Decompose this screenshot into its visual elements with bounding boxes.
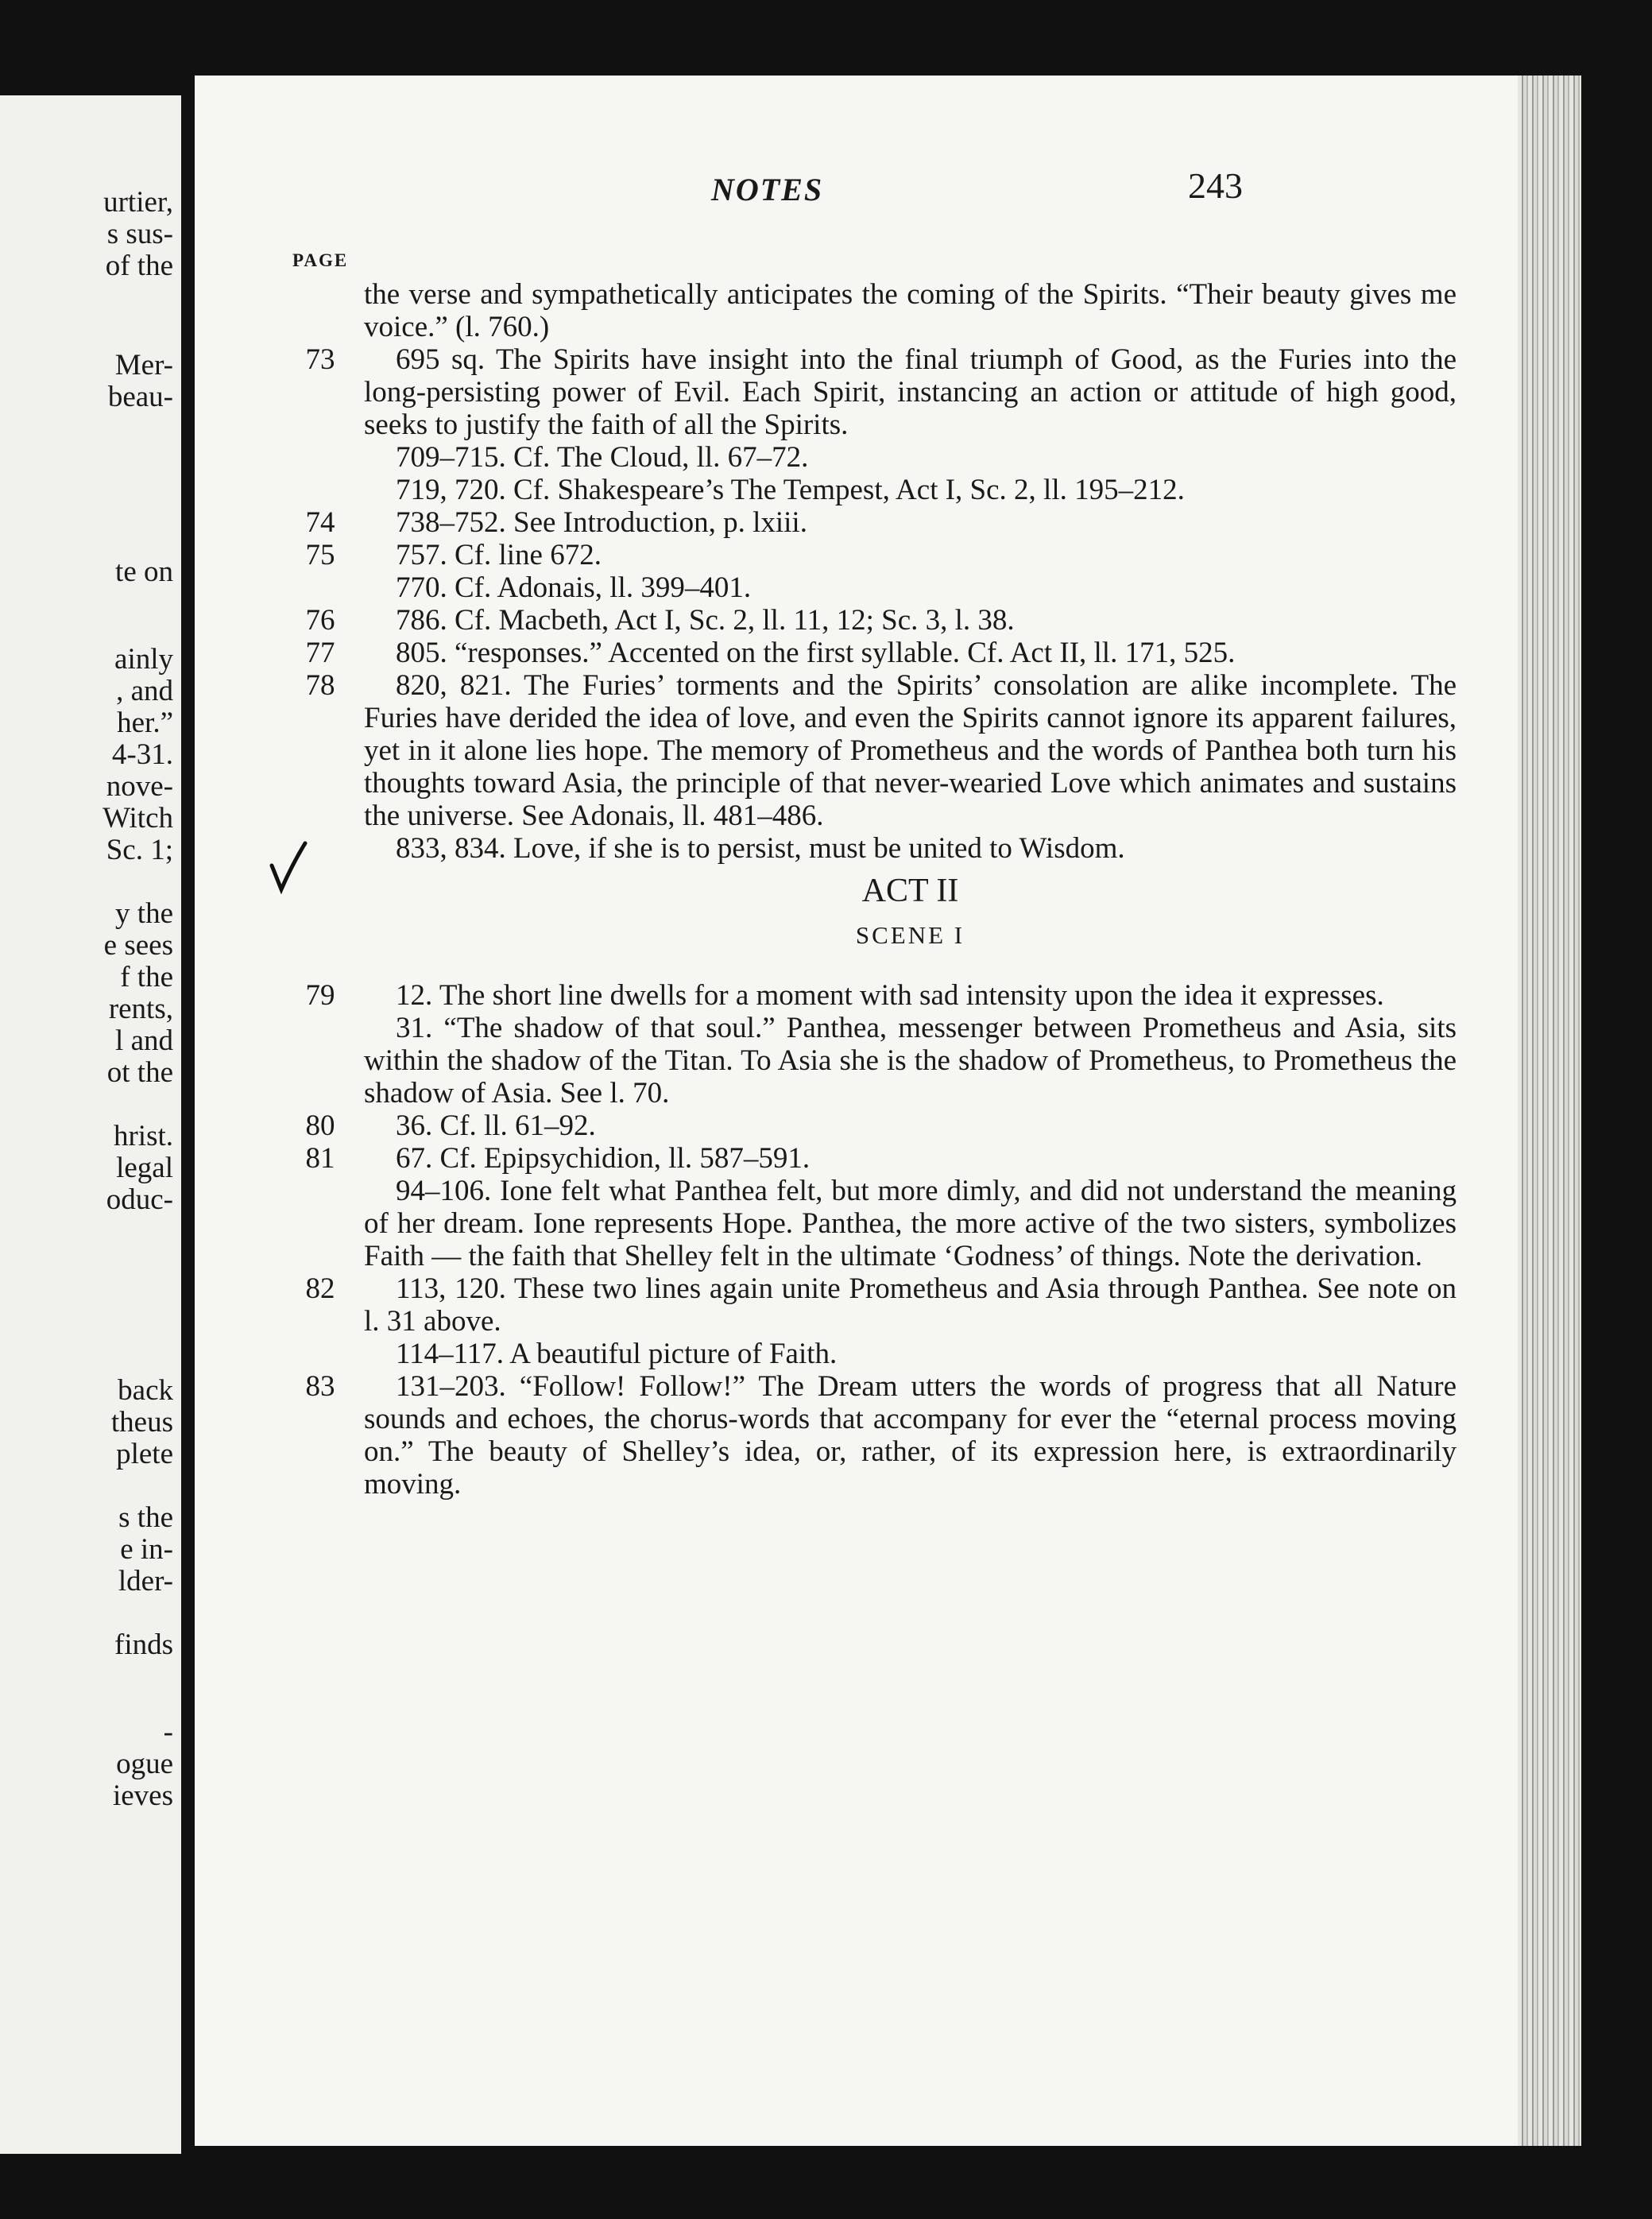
note-page-ref: 74: [305, 506, 335, 539]
note-entry: [296, 979, 1457, 1012]
note-entry: [296, 474, 1457, 506]
note-text: 113, 120. These two lines again unite Prometheus and Asia through Panthea. See note on l. 31 above.: [364, 1272, 1457, 1338]
note-text: 94–106. Ione felt what Panthea felt, but more dimly, and did not understand the meaning of her dream. Ione represents Hope. Panthea, the more active of the two sisters, symbolizes Faith — the faith that Shelley felt in the ultimate ‘Godness’ of things. Note the derivation.: [364, 1175, 1457, 1272]
facing-page-text-fragment: -: [163, 1716, 173, 1748]
notes-section-act-i: [296, 278, 1457, 865]
note-text: 709–715. Cf. The Cloud, ll. 67–72.: [396, 441, 809, 474]
note-text: 738–752. See Introduction, p. lxiii.: [396, 506, 807, 539]
note-page-ref: 80: [305, 1110, 335, 1142]
note-text: 719, 720. Cf. Shakespeare’s The Tempest, Act I, Sc. 2, ll. 195–212.: [396, 474, 1185, 506]
facing-page-text-fragment: of the: [105, 250, 173, 282]
facing-page-text-fragment: y the: [115, 897, 173, 930]
note-entry: [296, 343, 1457, 441]
note-page-ref: 82: [305, 1272, 335, 1305]
act-heading: ACT II: [861, 873, 959, 909]
note-page-ref: 81: [305, 1142, 335, 1175]
note-page-ref: 79: [305, 979, 335, 1012]
page-number: 243: [1188, 165, 1243, 206]
facing-page-text-fragment: e sees: [103, 929, 173, 962]
notes-section-act-ii: [296, 979, 1457, 1501]
note-page-ref: 76: [305, 604, 335, 637]
facing-page-text-fragment: ieves: [112, 1779, 173, 1812]
facing-page-text-fragment: f the: [120, 961, 173, 993]
facing-page-text-fragment: 4-31.: [111, 738, 173, 771]
note-entry: [296, 604, 1457, 637]
facing-page-text-fragment: s the: [118, 1501, 173, 1534]
note-text: 833, 834. Love, if she is to persist, must be united to Wisdom.: [396, 832, 1125, 865]
note-text: 786. Cf. Macbeth, Act I, Sc. 2, ll. 11, 12; Sc. 3, l. 38.: [396, 604, 1015, 637]
facing-page-text-fragment: e in-: [120, 1533, 173, 1566]
scan-artifact: [580, 0, 691, 32]
facing-page-text-fragment: oduc-: [106, 1183, 173, 1216]
note-text: 695 sq. The Spirits have insight into the final triumph of Good, as the Furies into the long-persisting power of Evil. Each Spirit, instancing an action or attitude of high good, seeks to justify the faith of all the Spirits.: [364, 343, 1457, 441]
note-text: 131–203. “Follow! Follow!” The Dream utters the words of progress that all Nature sounds and echoes, the chorus-words that accompany for ever the “eternal process moving on.” The beauty of Shelley’s idea, or, rather, of its expression here, is extraordinarily moving.: [364, 1370, 1457, 1501]
facing-page-text-fragment: beau-: [107, 381, 173, 413]
note-entry: [296, 1370, 1457, 1501]
note-entry: [296, 1110, 1457, 1142]
facing-page-text-fragment: plete: [116, 1438, 173, 1470]
facing-page-edge: [0, 95, 181, 2154]
facing-page-text-fragment: finds: [114, 1628, 173, 1661]
facing-page-text-fragment: ot the: [106, 1056, 173, 1089]
note-text: 805. “responses.” Accented on the first syllable. Cf. Act II, ll. 171, 525.: [396, 637, 1236, 669]
page-edges: [1518, 76, 1581, 2146]
note-entry: [296, 1142, 1457, 1175]
facing-page-text-fragment: te on: [115, 556, 173, 588]
facing-page-text-fragment: urtier,: [103, 186, 173, 219]
note-text: 770. Cf. Adonais, ll. 399–401.: [396, 571, 752, 604]
facing-page-text-fragment: legal: [116, 1152, 173, 1184]
note-text: 67. Cf. Epipsychidion, ll. 587–591.: [396, 1142, 811, 1175]
facing-page-text-fragment: l and: [115, 1024, 173, 1057]
running-head: NOTES: [711, 172, 824, 207]
facing-page-text-fragment: Witch: [103, 802, 173, 835]
note-text: 757. Cf. line 672.: [396, 539, 602, 571]
note-entry: [296, 1175, 1457, 1272]
facing-page-text-fragment: Mer-: [114, 349, 173, 381]
notes-body: [296, 278, 1457, 1501]
facing-page-text-fragment: , and: [116, 675, 173, 707]
book-page: [195, 76, 1581, 2146]
note-text: 31. “The shadow of that soul.” Panthea, messenger between Prometheus and Asia, sits within the shadow of the Titan. To Asia she is the shadow of Prometheus, to Prometheus the shadow of Asia. See l. 70.: [364, 1012, 1457, 1110]
note-entry: [296, 669, 1457, 832]
facing-page-text-fragment: theus: [110, 1406, 173, 1439]
scene-heading: SCENE I: [855, 921, 965, 949]
note-entry: [296, 506, 1457, 539]
facing-page-text-fragment: her.”: [117, 707, 173, 739]
facing-page-text-fragment: back: [118, 1374, 173, 1407]
note-entry: [296, 1272, 1457, 1338]
note-text: 114–117. A beautiful picture of Faith.: [396, 1338, 838, 1370]
note-text: 12. The short line dwells for a moment with sad intensity upon the idea it expresses.: [396, 979, 1384, 1012]
note-text: the verse and sympathetically anticipates the coming of the Spirits. “Their beauty gives me voice.” (l. 760.): [364, 278, 1457, 343]
page-column-label: PAGE: [292, 250, 349, 270]
note-page-ref: 78: [305, 669, 335, 702]
facing-page-text-fragment: nove-: [106, 770, 173, 803]
note-entry: [296, 441, 1457, 474]
note-text: 820, 821. The Furies’ torments and the Spirits’ consolation are alike incomplete. The Furies have derided the idea of love, and even the Spirits cannot ignore its apparent failures, yet in it alone lies hope. The memory of Prometheus and the words of Panthea both turn his thoughts toward Asia, the principle of that never-wearied Love which animates and sustains the universe. See Adonais, ll. 481–486.: [364, 669, 1457, 832]
facing-page-text-fragment: rents,: [108, 993, 173, 1025]
note-entry: [296, 832, 1457, 865]
facing-page-text-fragment: ainly: [114, 643, 173, 676]
facing-page-text-fragment: hrist.: [113, 1120, 173, 1152]
note-entry: [296, 539, 1457, 571]
note-text: 36. Cf. ll. 61–92.: [396, 1110, 596, 1142]
note-entry: [296, 1012, 1457, 1110]
note-page-ref: 75: [305, 539, 335, 571]
note-page-ref: 83: [305, 1370, 335, 1403]
note-page-ref: 77: [305, 637, 335, 669]
note-entry: [296, 571, 1457, 604]
note-entry: [296, 637, 1457, 669]
facing-page-text-fragment: s sus-: [106, 218, 173, 250]
note-page-ref: 73: [305, 343, 335, 376]
note-entry: [296, 278, 1457, 343]
facing-page-text-fragment: ogue: [116, 1748, 173, 1780]
note-entry: [296, 1338, 1457, 1370]
facing-page-text-fragment: Sc. 1;: [106, 834, 173, 866]
facing-page-text-fragment: lder-: [118, 1565, 173, 1597]
